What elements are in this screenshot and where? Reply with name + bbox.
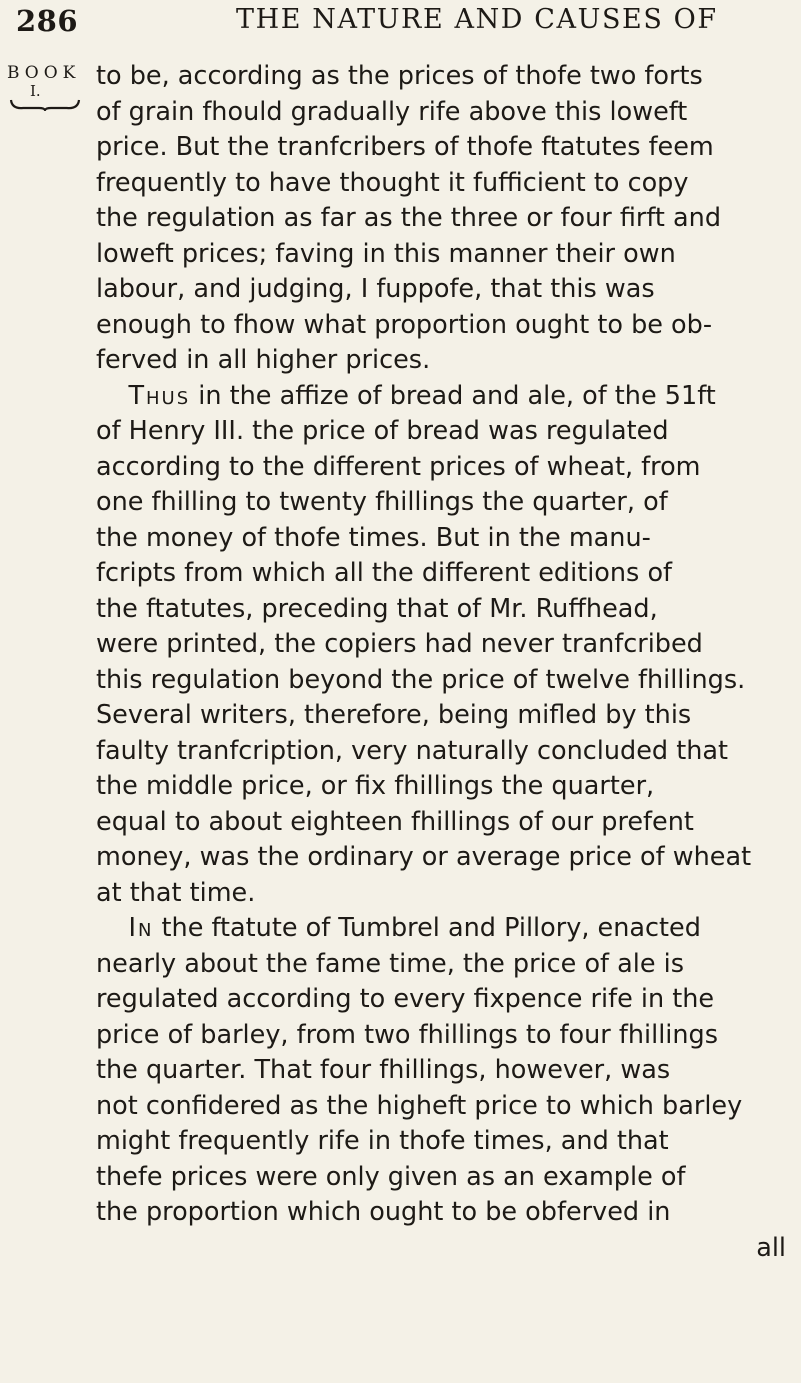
text-line: at that time. xyxy=(96,877,256,908)
text-line: ferved in all higher prices. xyxy=(96,345,431,375)
text-line: faulty tranfcription, very naturally concluded that xyxy=(96,735,729,766)
para-start-in: In xyxy=(128,913,154,943)
text-line: loweft prices; faving in this manner their own xyxy=(96,238,676,269)
text-line: frequently to have thought it fufficient to copy xyxy=(96,167,689,198)
running-title: THE NATURE AND CAUSES OF xyxy=(236,4,718,35)
text-line: the middle price, or fix fhillings the quarter, xyxy=(96,771,655,801)
page-number: 286 xyxy=(16,4,79,38)
text-line: were printed, the copiers had never tranfcribed xyxy=(96,629,703,659)
text-line: Several writers, therefore, being mifled by this xyxy=(96,700,692,730)
text-line: might frequently rife in thofe times, and that xyxy=(96,1126,669,1156)
text-line: not confidered as the higheft price to which barley xyxy=(96,1090,743,1121)
text-line: fcripts from which all the different editions of xyxy=(96,558,673,588)
para-start-thus: Thus xyxy=(128,380,191,411)
text-line-rest: in the affize of bread and ale, of the 51ft xyxy=(198,380,716,411)
text-line: regulated according to every fixpence rife in the xyxy=(96,984,715,1014)
text-line: of grain fhould gradually rife above this loweft xyxy=(96,96,688,127)
text-line: price. But the tranfcribers of thofe ftatutes feem xyxy=(96,132,714,162)
text-line: price of barley, from two fhillings to four fhillings xyxy=(96,1019,718,1050)
text-line: the regulation as far as the three or four firft and xyxy=(96,203,721,233)
text-line: enough to fhow what proportion ought to be ob- xyxy=(96,309,713,340)
text-line xyxy=(96,379,786,415)
text-line: money, was the ordinary or average price of wheat xyxy=(96,842,752,872)
text-line: the quarter. That four fhillings, however, was xyxy=(96,1055,671,1085)
text-line: according to the different prices of wheat, from xyxy=(96,451,701,482)
running-head xyxy=(16,4,786,48)
margin-note xyxy=(7,62,89,122)
text-line: equal to about eighteen fhillings of our prefent xyxy=(96,806,694,837)
catchword: all xyxy=(756,1232,786,1263)
text-line: one fhilling to twenty fhillings the quarter, of xyxy=(96,487,668,517)
text-line xyxy=(96,911,786,947)
brace-icon xyxy=(9,97,81,111)
text-line-rest: the ftatute of Tumbrel and Pillory, enacted xyxy=(161,913,701,943)
text-line: the ftatutes, preceding that of Mr. Ruffhead, xyxy=(96,593,658,624)
text-line: to be, according as the prices of thofe two forts xyxy=(96,61,703,91)
body-text xyxy=(96,59,786,1266)
book-label: BOOK xyxy=(7,63,81,83)
text-line: the money of thofe times. But in the manu- xyxy=(96,522,651,553)
text-line: nearly about the fame time, the price of ale is xyxy=(96,948,685,979)
text-line: the proportion which ought to be obferved in xyxy=(96,1197,671,1227)
text-line: of Henry III. the price of bread was regulated xyxy=(96,416,669,446)
text-line: thefe prices were only given as an example of xyxy=(96,1161,686,1192)
text-line: this regulation beyond the price of twelve fhillings. xyxy=(96,664,746,695)
book-number: I. xyxy=(30,82,41,100)
text-line: labour, and judging, I fuppofe, that this was xyxy=(96,274,655,304)
